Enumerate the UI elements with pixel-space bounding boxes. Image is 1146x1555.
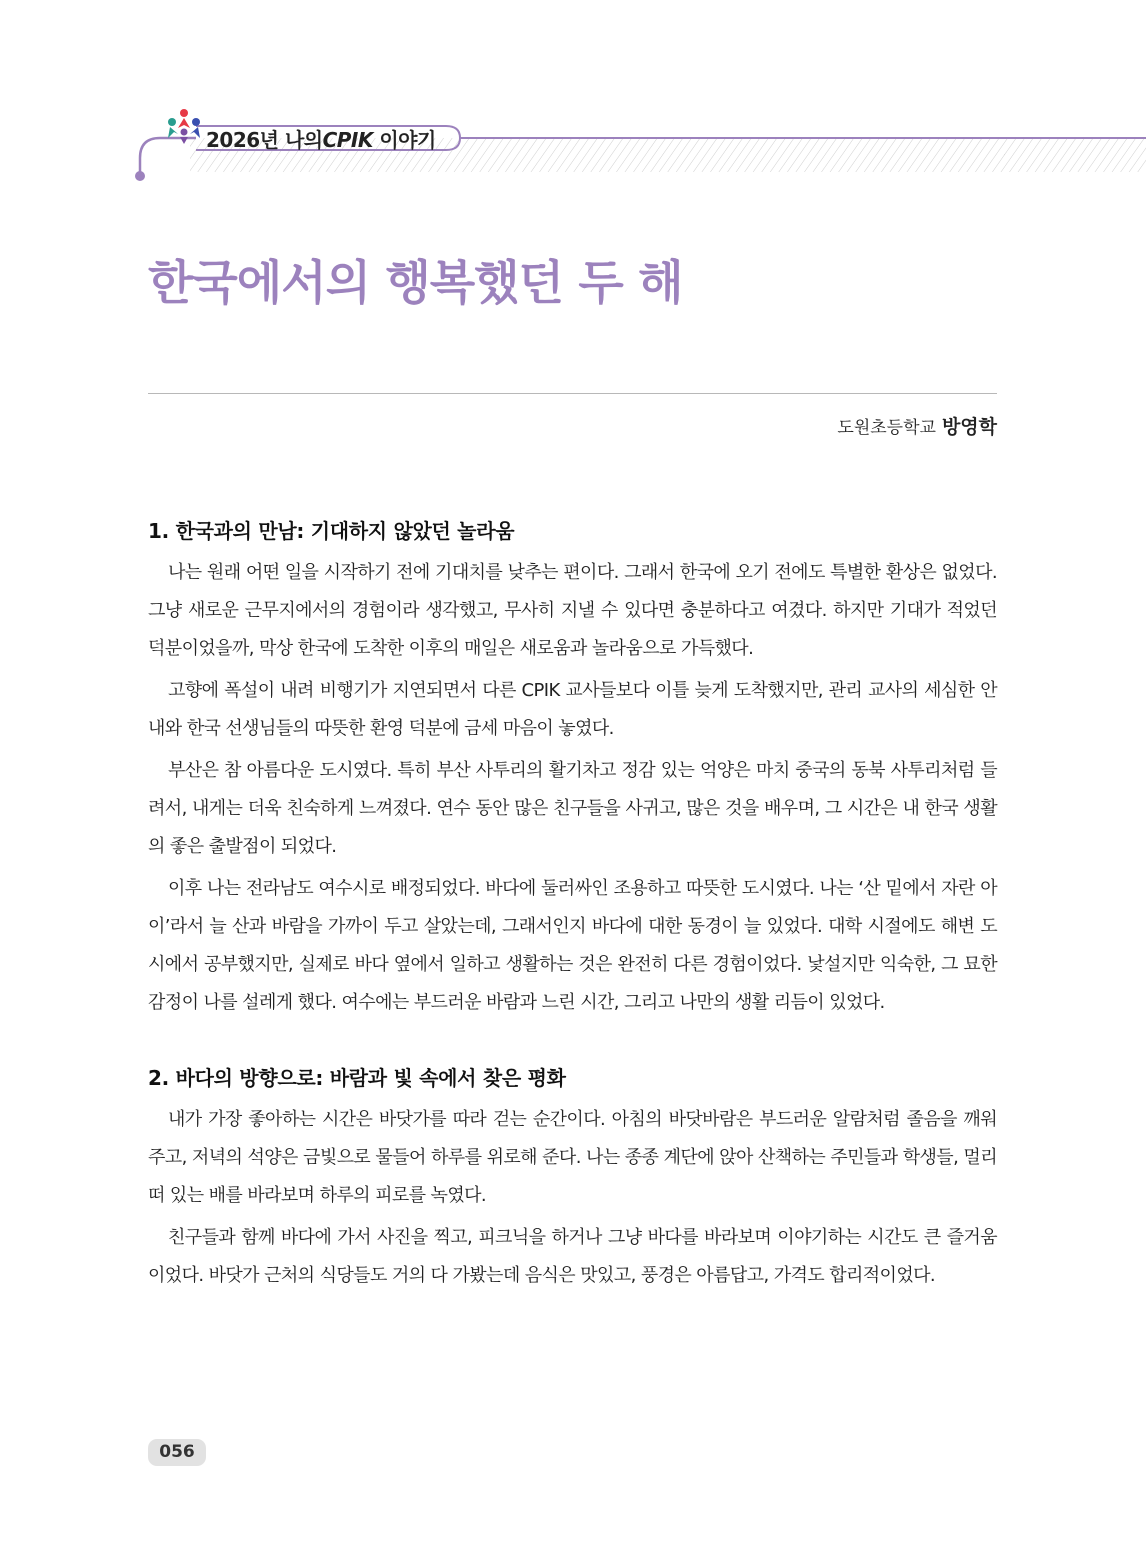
article-title: 한국에서의 행복했던 두 해: [148, 256, 683, 311]
author-school: 도원초등학교: [837, 418, 936, 438]
series-prefix: 2026년 나의: [206, 128, 323, 152]
paragraph: 친구들과 함께 바다에 가서 사진을 찍고, 피크닉을 하거나 그냥 바다를 바라보며 이야기하는 시간도 큰 즐거움이었다. 바닷가 근처의 식당들도 거의 다 가봤는데 음식은 맛있고, 풍경은 아름답고, 가격도 합리적이었다.: [148, 1227, 997, 1286]
section-1: [148, 515, 997, 1022]
article-body: [148, 515, 997, 1299]
paragraph: 나는 원래 어떤 일을 시작하기 전에 기대치를 낮추는 편이다. 그래서 한국에 오기 전에도 특별한 환상은 없었다. 그냥 새로운 근무지에서의 경험이라 생각했고, 무사히 지낼 수 있다면 충분하다고 여겼다. 하지만 기대가 적었던 덕분이었을까, 막상 한국에 도착한 이후의 매일은 새로움과 놀라움으로 가득했다.: [148, 562, 997, 659]
paragraph: 내가 가장 좋아하는 시간은 바닷가를 따라 걷는 순간이다. 아침의 바닷바람은 부드러운 알람처럼 졸음을 깨워 주고, 저녁의 석양은 금빛으로 물들어 하루를 위로해 준다. 나는 종종 계단에 앉아 산책하는 주민들과 학생들, 멀리 떠 있는 배를 바라보며 하루의 피로를 녹였다.: [148, 1109, 997, 1206]
series-title: [206, 124, 436, 153]
section-2: [148, 1062, 997, 1295]
section-heading: 1. 한국과의 만남: 기대하지 않았던 놀라움: [148, 519, 515, 543]
title-divider: [148, 393, 997, 394]
author-name: 방영학: [941, 416, 997, 438]
series-cpik-wordmark: CPIK: [322, 128, 373, 152]
cpik-people-logo-icon: [166, 108, 202, 144]
section-heading: 2. 바다의 방향으로: 바람과 빛 속에서 찾은 평화: [148, 1066, 566, 1090]
author-byline: [837, 412, 997, 439]
paragraph: 이후 나는 전라남도 여수시로 배정되었다. 바다에 둘러싸인 조용하고 따뜻한 도시였다. 나는 ‘산 밑에서 자란 아이’라서 늘 산과 바람을 가까이 두고 살았는데, 그래서인지 바다에 대한 동경이 늘 있었다. 대학 시절에도 해변 도시에서 공부했지만, 실제로 바다 옆에서 일하고 생활하는 것은 완전히 다른 경험이었다. 낯설지만 익숙한, 그 묘한 감정이 나를 설레게 했다. 여수에는 부드러운 바람과 느린 시간, 그리고 나만의 생활 리듬이 있었다.: [148, 878, 997, 1013]
series-suffix: 이야기: [379, 128, 436, 152]
page-number: 056: [148, 1439, 206, 1466]
paragraph: 고향에 폭설이 내려 비행기가 지연되면서 다른 CPIK 교사들보다 이틀 늦게 도착했지만, 관리 교사의 세심한 안내와 한국 선생님들의 따뜻한 환영 덕분에 금세 마음이 놓였다.: [148, 680, 997, 739]
paragraph: 부산은 참 아름다운 도시였다. 특히 부산 사투리의 활기차고 정감 있는 억양은 마치 중국의 동북 사투리처럼 들려서, 내게는 더욱 친숙하게 느껴졌다. 연수 동안 많은 친구들을 사귀고, 많은 것을 배우며, 그 시간은 내 한국 생활의 좋은 출발점이 되었다.: [148, 760, 997, 857]
